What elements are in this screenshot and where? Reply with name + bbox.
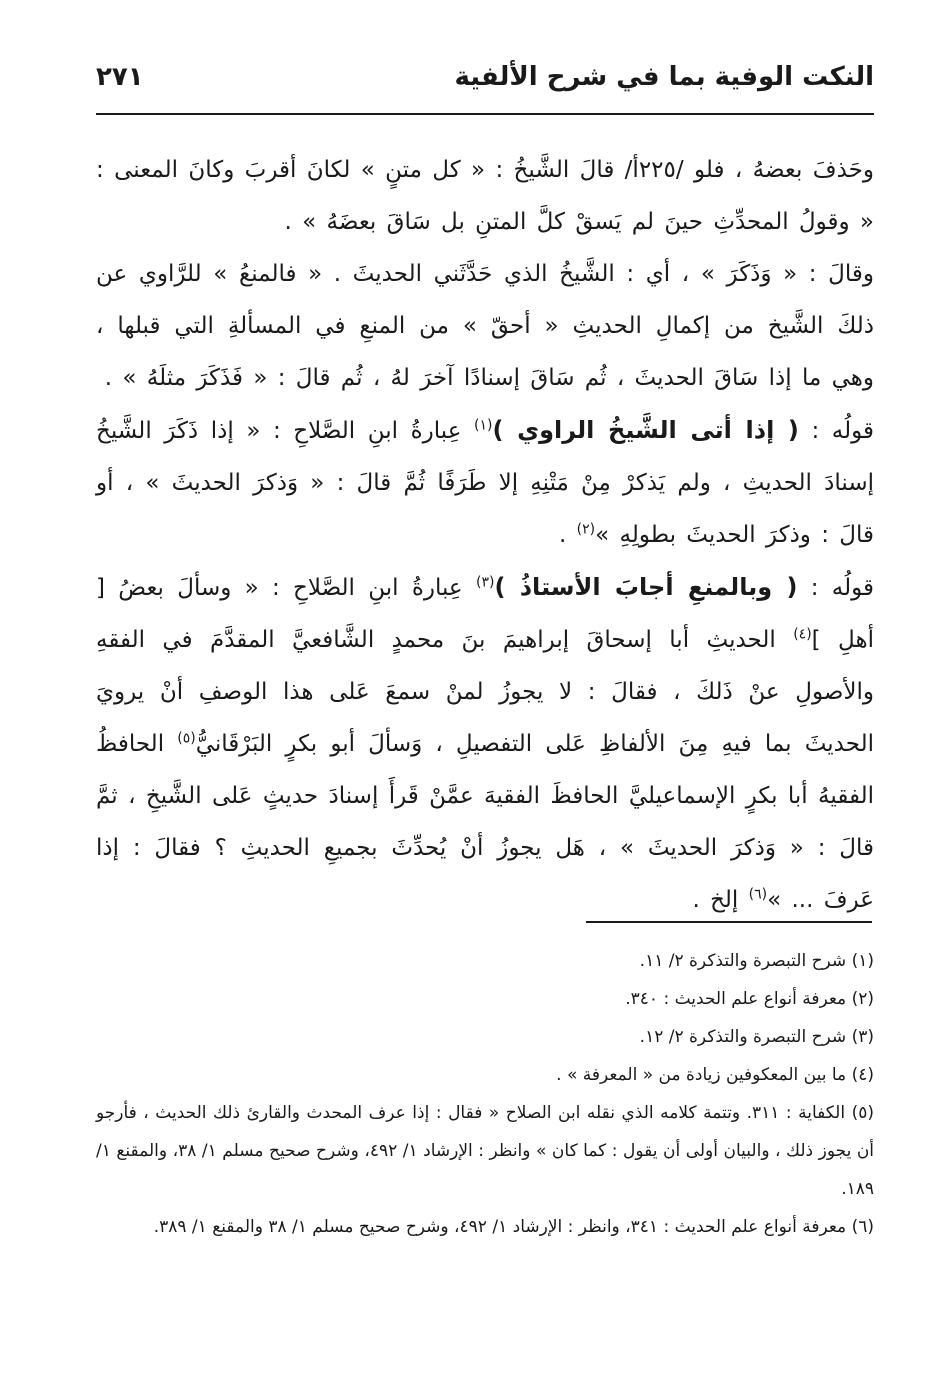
footnote-ref-1: (١) [474, 417, 493, 434]
footnote-number: (٢) [851, 989, 874, 1009]
footnote-number: (٤) [851, 1065, 874, 1085]
footnote-1 [96, 942, 874, 980]
footnote-3 [96, 1018, 874, 1056]
lemma-heading: ( وبالمنعِ أجابَ الأستاذُ ) [494, 573, 798, 601]
lead-prefix: قولُه : [797, 575, 874, 601]
paragraph-3-text: عِبارةُ ابنِ الصَّلاحِ : « إذا ذَكَرَ الشَّيخُ إسنادَ الحديثِ ، ولم يَذكرْ مِنْ مَتْنِهِ إلا طَرَفًا ثُمَّ قالَ : « وَذكرَ الحديثَ » ، أو قالَ : وذكرَ الحديثَ بطولِهِ » [96, 418, 874, 548]
paragraph-4-text-2: الحديثِ أبا إسحاقَ إبراهيمَ بنَ محمدٍ الشَّافعيَّ المقدَّمَ في الفقهِ والأصولِ عنْ ذَلكَ ، فقالَ : لا يجوزُ لمنْ سمعَ عَلى هذا الوصفِ أنْ يرويَ الحديثَ بما فيهِ مِنَ الألفاظِ عَلى التفصيلِ ، وَسألَ أبو بكرٍ البَرْقَانيُّ [96, 627, 874, 757]
paragraph-2: وقالَ : « وَذَكَرَ » ، أي : الشَّيخُ الذي حَدَّثَني الحديثَ . « فالمنعُ » للرَّاوي عن ذلكَ الشَّيخ من إكمالِ الحديثِ « أحقّ » من المنعِ في المسألةِ التي قبلها ، وهي ما إذا سَاقَ الحديثَ ، ثُم سَاقَ إسنادًا آخرَ لهُ ، ثُم قالَ : « فَذَكَرَ مثلَهُ » . [96, 261, 874, 391]
footnote-2 [96, 980, 874, 1018]
footnote-6 [96, 1208, 874, 1246]
footnotes [96, 942, 874, 1246]
footnote-number: (٦) [851, 1217, 874, 1237]
footnote-text: شرح التبصرة والتذكرة ٢/ ١١. [639, 951, 847, 971]
page-number: ٢٧١ [96, 62, 144, 92]
footnote-text: الكفاية : ٣١١. وتتمة كلامه الذي نقله ابن الصلاح « فقال : إذا عرف المحدث والقارئ ذلك الحديث ، فأرجو أن يجوز ذلك ، والبيان أولى أن يقول : كما كان » وانظر : الإرشاد ١/ ٤٩٢، وشرح صحيح مسلم ١/ ٣٨، والمقنع ١/ ١٨٩. [96, 1103, 875, 1199]
paragraph-4-end: إلخ . [692, 887, 749, 913]
running-title: النكت الوفية بما في شرح الألفية [454, 62, 874, 92]
footnote-5 [96, 1094, 874, 1208]
page-header [96, 56, 874, 106]
footnote-text: معرفة أنواع علم الحديث : ٣٤٠. [625, 989, 847, 1009]
footnote-ref-6: (٦) [748, 886, 768, 903]
paragraph-4-text-3: الحافظُ الفقيهُ أبا بكرٍ الإسماعيليَّ الحافظَ الفقيهَ عمَّنْ قَرأَ إسنادَ حديثٍ عَلى الشَّيخِ ، ثمَّ قالَ : « وَذكرَ الحديثَ » ، هَل يجوزُ أنْ يُحدِّثَ بجميعِ الحديثِ ؟ فقالَ : إذا عَرفَ ... » [96, 731, 874, 913]
paragraph-3 [96, 404, 874, 561]
footnote-text: ما بين المعكوفين زيادة من « المعرفة » . [556, 1065, 847, 1085]
footnote-number: (٥) [851, 1103, 874, 1123]
lead-prefix: قولُه : [798, 418, 874, 444]
footnote-separator [586, 921, 872, 923]
paragraph-4 [96, 561, 874, 926]
footnote-ref-4: (٤) [793, 626, 812, 643]
footnote-ref-5: (٥) [177, 730, 196, 747]
lemma-heading: ( إذا أتى الشَّيخُ الراوي ) [492, 416, 799, 444]
footnote-text: شرح التبصرة والتذكرة ٢/ ١٢. [639, 1027, 847, 1047]
footnote-text: معرفة أنواع علم الحديث : ٣٤١، وانظر : الإرشاد ١/ ٤٩٢، وشرح صحيح مسلم ١/ ٣٨ والمقنع ١/ ٣٨٩. [153, 1217, 847, 1237]
footnote-number: (٣) [851, 1027, 874, 1047]
footnote-4 [96, 1056, 874, 1094]
footnote-ref-3: (٣) [475, 574, 495, 591]
footnote-ref-2: (٢) [576, 521, 596, 538]
paragraph-4-text-1: عِبارةُ ابنِ الصَّلاحِ : « وسألَ بعضُ [ أهلِ ] [96, 575, 874, 653]
paragraph-1: وحَذفَ بعضهُ ، فلو /٢٢٥أ/ قالَ الشَّيخُ : « كل متنٍ » لكانَ أقربَ وكانَ المعنى : « وقولُ المحدِّثِ حينَ لم يَسقْ كلَّ المتنِ بل سَاقَ بعضَهُ » . [96, 157, 874, 235]
header-rule [96, 113, 874, 115]
main-text [96, 144, 874, 926]
footnote-number: (١) [851, 951, 874, 971]
paragraph-3-end: . [559, 522, 577, 548]
